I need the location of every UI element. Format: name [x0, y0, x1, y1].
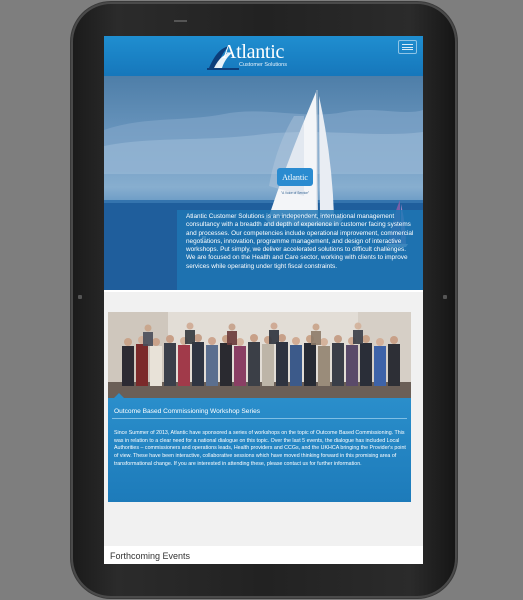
brand-tagline: Customer Solutions [239, 62, 287, 68]
sail-brand-name: Atlantic [282, 173, 308, 182]
intro-paragraph: Atlantic Customer Solutions is an independent, international management consultancy with a breadth and depth of experience in customer facing systems and processes. Our competencies include operational improvement, commercial negotiations, innovation, programme management, and design of interactive workshops. Put simply, we deliver accelerated solutions to difficult challenges. We are focused on the Health and Care sector, working with clients to improve services while operating under tight fiscal constraints. [177, 210, 423, 290]
site-header [104, 36, 423, 76]
hero-banner [104, 76, 423, 290]
caption-pointer [114, 393, 124, 398]
caption-divider [112, 418, 407, 419]
events-section [104, 546, 423, 564]
brand-name: Atlantic [222, 41, 285, 63]
speaker-slot [174, 20, 187, 22]
sensor-dot [443, 295, 447, 299]
group-photo-image [108, 312, 411, 398]
events-heading: Forthcoming Events [110, 551, 191, 561]
hamburger-icon[interactable] [398, 40, 417, 54]
browser-viewport[interactable] [104, 36, 423, 564]
news-caption [108, 398, 411, 502]
news-title[interactable]: Outcome Based Commissioning Workshop Series [114, 408, 261, 415]
sail-tagline: "A Voice of Service" [281, 191, 309, 195]
news-body: Since Summer of 2013, Atlantic have sponsored a series of workshops on the topic of Outcome Based Commissioning. This was in relation to a clear need for a national dialogue on this topic. Over the last 5 events, the dialogue has included Local Authorities – commissioners and operations leads, Health providers and CCGs, and the UKHCA bringing the Provider's point of view. These have been interactive, collaborative sessions which have moved thinking forward in this promising area of transformational change. If you are interested in attending these, please contact us for further information. [114, 430, 406, 467]
section-divider [104, 290, 423, 292]
group-photo [108, 312, 411, 398]
news-card[interactable] [108, 312, 411, 502]
camera-dot [78, 295, 82, 299]
site-logo[interactable] [207, 41, 297, 71]
